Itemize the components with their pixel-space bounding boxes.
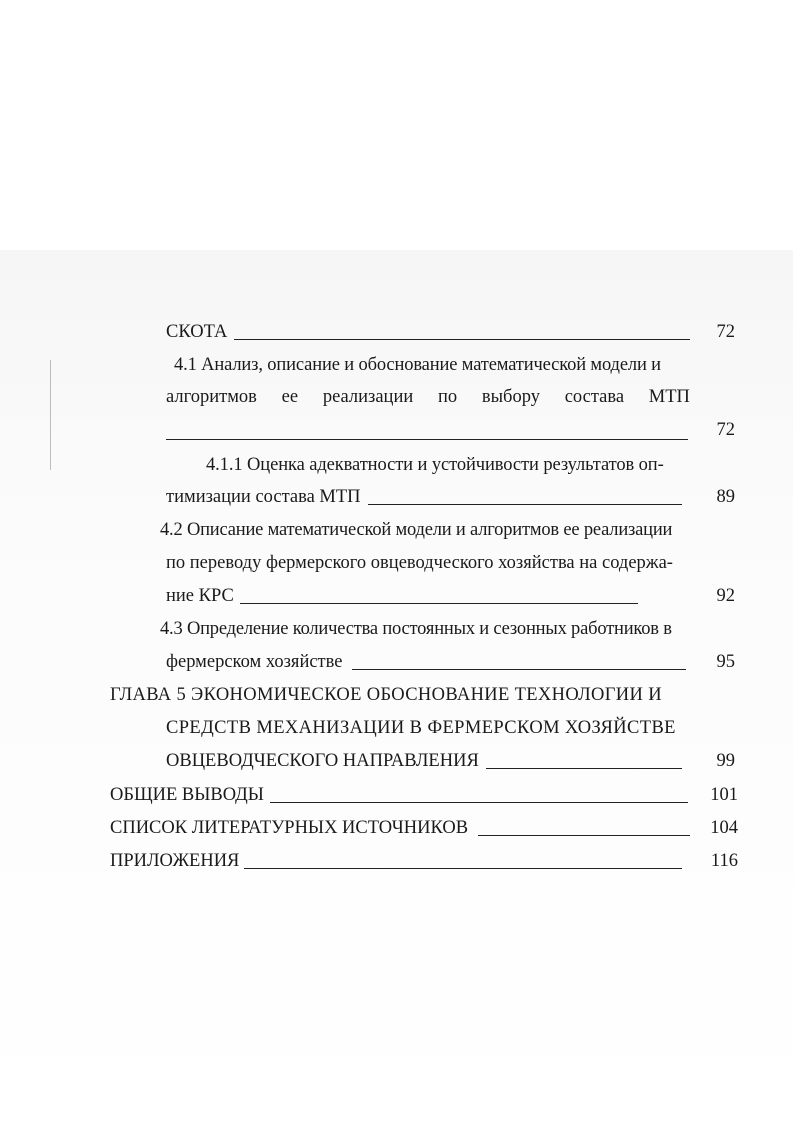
toc-word: состава bbox=[564, 387, 625, 407]
toc-entry-text: 4.3 Определение количества постоянных и сезонных работников в bbox=[160, 619, 672, 639]
toc-word: реализации bbox=[322, 387, 414, 407]
toc-chapter-heading: ГЛАВА 5 ЭКОНОМИЧЕСКОЕ ОБОСНОВАНИЕ ТЕХНОЛОГИИ И bbox=[110, 685, 662, 705]
toc-leader-line bbox=[240, 603, 638, 604]
toc-page-number: 72 bbox=[716, 322, 735, 342]
toc-entry-text: тимизации состава МТП bbox=[166, 487, 361, 507]
toc-leader-line bbox=[368, 504, 682, 505]
toc-entry-text: ОБЩИЕ ВЫВОДЫ bbox=[110, 785, 264, 805]
toc-entry-text: фермерском хозяйстве bbox=[166, 652, 343, 672]
toc-word: МТП bbox=[648, 387, 690, 407]
toc-leader-line bbox=[166, 439, 688, 440]
toc-word: по bbox=[437, 387, 458, 407]
toc-page-number: 101 bbox=[710, 785, 738, 805]
toc-leader-line bbox=[234, 339, 690, 340]
toc-entry-text: СПИСОК ЛИТЕРАТУРНЫХ ИСТОЧНИКОВ bbox=[110, 818, 469, 838]
toc-chapter-heading: СРЕДСТВ МЕХАНИЗАЦИИ В ФЕРМЕРСКОМ ХОЗЯЙСТВЕ bbox=[166, 718, 676, 738]
toc-entry-text: ние КРС bbox=[166, 586, 234, 606]
toc-page-number: 89 bbox=[716, 487, 735, 507]
toc-entry-text: 4.1 Анализ, описание и обоснование математической модели и bbox=[174, 355, 661, 375]
toc-page-number: 99 bbox=[716, 751, 735, 771]
toc-page-number: 95 bbox=[716, 652, 735, 672]
toc-chapter-heading: ОВЦЕВОДЧЕСКОГО НАПРАВЛЕНИЯ bbox=[166, 751, 479, 771]
toc-word: ее bbox=[281, 387, 299, 407]
toc-word: алгоритмов bbox=[166, 387, 257, 407]
toc-word: выбору bbox=[481, 387, 540, 407]
toc-page-number: 92 bbox=[716, 586, 735, 606]
toc-entry-text: 4.1.1 Оценка адекватности и устойчивости результатов оп- bbox=[206, 455, 664, 475]
toc-leader-line bbox=[244, 868, 682, 869]
toc-entry-text: СКОТА bbox=[166, 322, 228, 342]
toc-leader-line bbox=[486, 768, 682, 769]
toc-entry-text-justified bbox=[166, 385, 690, 409]
toc-page-number: 116 bbox=[710, 851, 738, 871]
scan-margin-mark bbox=[50, 360, 51, 470]
toc-page-number: 104 bbox=[710, 818, 738, 838]
toc-leader-line bbox=[478, 835, 690, 836]
toc-leader-line bbox=[352, 669, 686, 670]
toc-leader-line bbox=[270, 802, 688, 803]
toc-entry-text: ПРИЛОЖЕНИЯ bbox=[110, 851, 240, 871]
toc-entry-text: по переводу фермерского овцеводческого хозяйства на содержа- bbox=[166, 553, 673, 573]
toc-entry-text: 4.2 Описание математической модели и алгоритмов ее реализации bbox=[160, 520, 673, 540]
toc-page-number: 72 bbox=[716, 420, 735, 440]
